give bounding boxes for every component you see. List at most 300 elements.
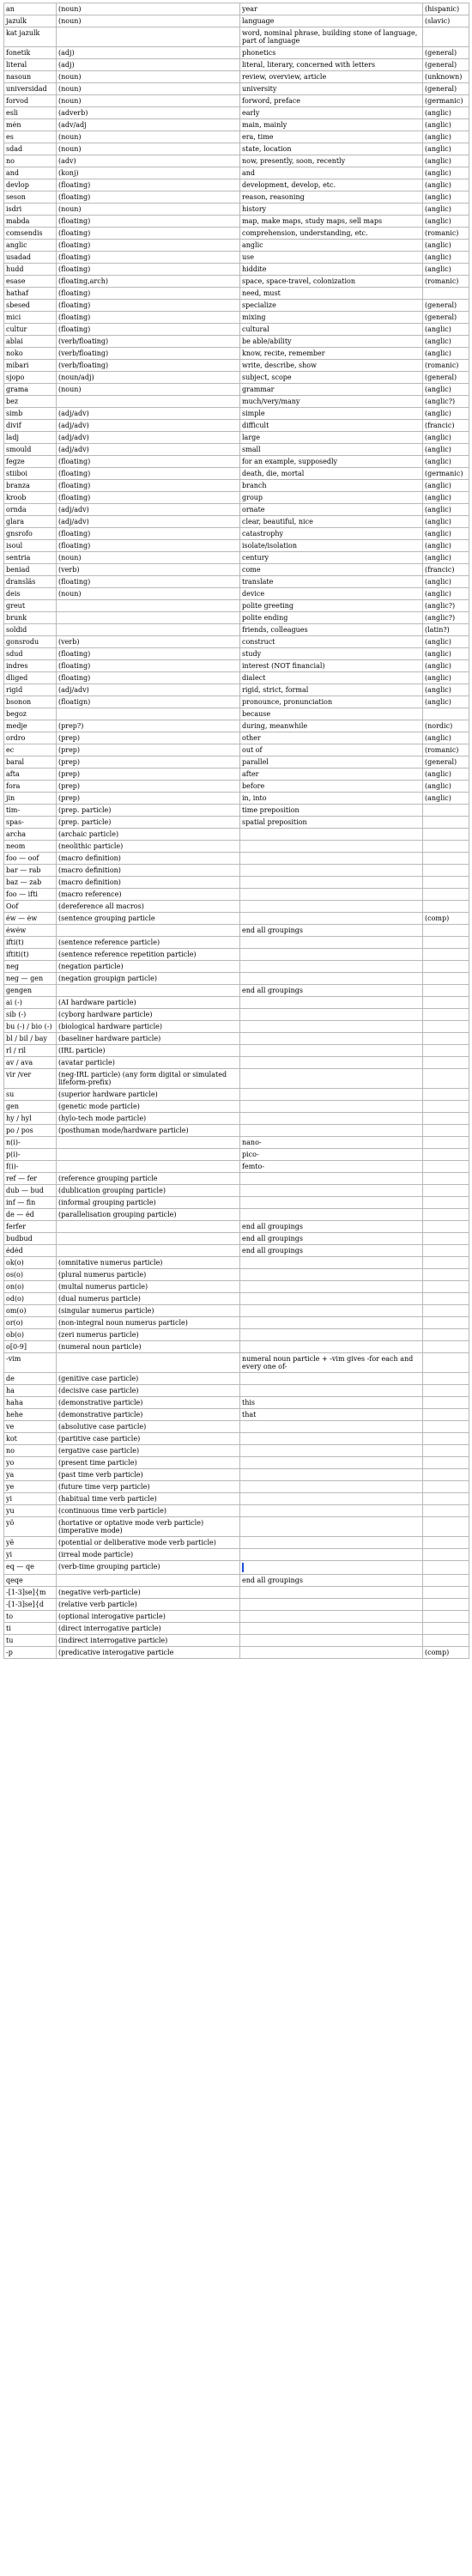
cell-class[interactable] (57, 1149, 240, 1161)
cell-word[interactable]: cultur (4, 324, 57, 336)
cell-word[interactable]: os(o) (4, 1269, 57, 1281)
cell-origin[interactable] (423, 1481, 469, 1493)
cell-class[interactable]: (floating) (57, 240, 240, 252)
cell-word[interactable]: mėn (4, 119, 57, 131)
cell-meaning[interactable]: and (240, 167, 423, 179)
cell-meaning[interactable] (240, 1305, 423, 1317)
cell-meaning[interactable] (240, 961, 423, 973)
cell-word[interactable]: simb (4, 408, 57, 420)
cell-origin[interactable]: (anglic) (423, 672, 469, 684)
cell-word[interactable]: tu (4, 1635, 57, 1647)
cell-origin[interactable] (423, 1317, 469, 1329)
cell-origin[interactable] (423, 877, 469, 889)
cell-meaning[interactable] (240, 1269, 423, 1281)
cell-origin[interactable] (423, 841, 469, 853)
cell-origin[interactable]: (anglic) (423, 781, 469, 793)
cell-word[interactable]: bsonon (4, 696, 57, 708)
cell-origin[interactable] (423, 1611, 469, 1623)
cell-word[interactable]: ob(o) (4, 1329, 57, 1341)
cell-word[interactable]: brunk (4, 612, 57, 624)
cell-origin[interactable]: (nordic) (423, 720, 469, 732)
cell-word[interactable]: isdri (4, 204, 57, 216)
cell-class[interactable]: (archaic particle) (57, 829, 240, 841)
cell-class[interactable]: (negation groupign particle) (57, 973, 240, 985)
cell-class[interactable]: (verb/floating) (57, 336, 240, 348)
cell-meaning[interactable] (240, 1599, 423, 1611)
cell-meaning[interactable] (240, 1257, 423, 1269)
cell-origin[interactable]: (general) (423, 756, 469, 769)
cell-meaning[interactable]: space, space-travel, colonization (240, 276, 423, 288)
cell-meaning[interactable] (240, 829, 423, 841)
cell-word[interactable]: mici (4, 312, 57, 324)
cell-word[interactable]: ordro (4, 732, 57, 744)
cell-word[interactable]: yu (4, 1505, 57, 1517)
cell-word[interactable]: -vim (4, 1353, 57, 1373)
cell-origin[interactable]: (general) (423, 312, 469, 324)
cell-word[interactable]: baz — zab (4, 877, 57, 889)
cell-meaning[interactable] (240, 1089, 423, 1101)
cell-meaning[interactable]: during, meanwhile (240, 720, 423, 732)
cell-meaning[interactable]: end all groupings (240, 1575, 423, 1587)
cell-meaning[interactable] (240, 1293, 423, 1305)
cell-word[interactable]: yë (4, 1537, 57, 1549)
cell-class[interactable]: (optional interogative particle) (57, 1611, 240, 1623)
cell-class[interactable]: (hortative or optative mode verb particle) (imperative mode) (57, 1517, 240, 1537)
cell-class[interactable]: (sentence reference particle) (57, 937, 240, 949)
cell-word[interactable]: usadad (4, 252, 57, 264)
cell-origin[interactable] (423, 1587, 469, 1599)
cell-word[interactable]: universidad (4, 83, 57, 95)
cell-class[interactable]: (superior hardware particle) (57, 1089, 240, 1101)
cell-word[interactable]: baral (4, 756, 57, 769)
cell-class[interactable]: (prep?) (57, 720, 240, 732)
cell-class[interactable]: (AI hardware particle) (57, 997, 240, 1009)
cell-word[interactable]: glara (4, 516, 57, 528)
cell-origin[interactable]: (anglic) (423, 167, 469, 179)
cell-meaning[interactable]: development, develop, etc. (240, 179, 423, 191)
cell-class[interactable]: (genetic mode particle) (57, 1101, 240, 1113)
cell-origin[interactable]: (anglic) (423, 264, 469, 276)
cell-word[interactable]: deis (4, 588, 57, 600)
cell-class[interactable]: (floating) (57, 576, 240, 588)
cell-meaning[interactable]: that (240, 1409, 423, 1421)
cell-origin[interactable]: (latin?) (423, 624, 469, 636)
cell-class[interactable]: (habitual time verb particle) (57, 1493, 240, 1505)
cell-meaning[interactable] (240, 1329, 423, 1341)
cell-meaning[interactable]: branch (240, 480, 423, 492)
cell-meaning[interactable]: spatial preposition (240, 817, 423, 829)
cell-word[interactable]: ferfer (4, 1221, 57, 1233)
cell-meaning[interactable] (240, 1611, 423, 1623)
cell-word[interactable]: iftiti(t) (4, 949, 57, 961)
cell-origin[interactable]: (anglic) (423, 348, 469, 360)
cell-meaning[interactable] (240, 1101, 423, 1113)
cell-class[interactable]: (macro reference) (57, 889, 240, 901)
cell-word[interactable]: hathaf (4, 288, 57, 300)
cell-class[interactable]: (floatign) (57, 696, 240, 708)
cell-word[interactable]: ya (4, 1469, 57, 1481)
cell-origin[interactable] (423, 961, 469, 973)
cell-word[interactable]: gonsrodu (4, 636, 57, 648)
cell-class[interactable]: (genitive case particle) (57, 1373, 240, 1385)
cell-origin[interactable] (423, 1089, 469, 1101)
cell-class[interactable]: (neg-IRL particle) (any form digital or simulated lifeform-prefix) (57, 1069, 240, 1089)
cell-word[interactable]: esase (4, 276, 57, 288)
cell-class[interactable]: (adverb) (57, 107, 240, 119)
cell-word[interactable]: isoul (4, 540, 57, 552)
cell-origin[interactable] (423, 1245, 469, 1257)
cell-origin[interactable]: (anglic) (423, 324, 469, 336)
cell-class[interactable]: (noun) (57, 384, 240, 396)
cell-origin[interactable] (423, 1549, 469, 1561)
cell-word[interactable]: eq — qe (4, 1561, 57, 1575)
cell-class[interactable] (57, 1353, 240, 1373)
cell-meaning[interactable] (240, 1113, 423, 1125)
cell-word[interactable]: ti (4, 1623, 57, 1635)
cell-class[interactable] (57, 1245, 240, 1257)
cell-meaning[interactable] (240, 889, 423, 901)
cell-word[interactable]: begoz (4, 708, 57, 720)
cell-origin[interactable] (423, 973, 469, 985)
cell-origin[interactable]: (francic) (423, 564, 469, 576)
cell-class[interactable]: (noun) (57, 71, 240, 83)
cell-origin[interactable]: (slavic) (423, 15, 469, 27)
cell-class[interactable]: (numeral noun particle) (57, 1341, 240, 1353)
cell-meaning[interactable] (240, 1433, 423, 1445)
cell-word[interactable]: su (4, 1089, 57, 1101)
cell-origin[interactable] (423, 1373, 469, 1385)
cell-meaning[interactable] (240, 1125, 423, 1137)
cell-word[interactable]: soldid (4, 624, 57, 636)
cell-meaning[interactable] (240, 1505, 423, 1517)
cell-class[interactable]: (noun/adj) (57, 372, 240, 384)
cell-meaning[interactable]: nano- (240, 1137, 423, 1149)
cell-class[interactable]: (relative verb particle) (57, 1599, 240, 1611)
cell-class[interactable]: (adj/adv) (57, 516, 240, 528)
cell-origin[interactable] (423, 1069, 469, 1089)
cell-class[interactable]: (verb-time grouping particle) (57, 1561, 240, 1575)
cell-word[interactable]: no (4, 1445, 57, 1457)
cell-word[interactable]: sentria (4, 552, 57, 564)
cell-word[interactable]: fegze (4, 456, 57, 468)
cell-word[interactable]: gen (4, 1101, 57, 1113)
cell-class[interactable]: (adj) (57, 59, 240, 71)
cell-class[interactable]: (adj) (57, 47, 240, 59)
cell-origin[interactable]: (anglic) (423, 336, 469, 348)
cell-class[interactable]: (macro definition) (57, 865, 240, 877)
cell-word[interactable]: ablai (4, 336, 57, 348)
cell-meaning[interactable]: forword, preface (240, 95, 423, 107)
cell-meaning[interactable]: pronounce, pronunciation (240, 696, 423, 708)
cell-origin[interactable]: (anglic) (423, 240, 469, 252)
cell-word[interactable]: medje (4, 720, 57, 732)
cell-origin[interactable]: (anglic) (423, 131, 469, 143)
cell-word[interactable]: yo (4, 1457, 57, 1469)
cell-origin[interactable]: (romanic) (423, 228, 469, 240)
cell-origin[interactable]: (romanic) (423, 360, 469, 372)
cell-origin[interactable]: (comp) (423, 1647, 469, 1659)
cell-origin[interactable] (423, 997, 469, 1009)
cell-meaning[interactable]: university (240, 83, 423, 95)
cell-meaning[interactable] (240, 865, 423, 877)
cell-class[interactable]: (prep) (57, 744, 240, 756)
cell-class[interactable]: (prep) (57, 732, 240, 744)
cell-origin[interactable]: (anglic) (423, 660, 469, 672)
cell-word[interactable]: dransläs (4, 576, 57, 588)
cell-word[interactable]: fonetik (4, 47, 57, 59)
cell-meaning[interactable] (240, 1173, 423, 1185)
cell-origin[interactable]: (germanic) (423, 468, 469, 480)
cell-meaning[interactable]: now, presently, soon, recently (240, 155, 423, 167)
cell-meaning[interactable]: parallel (240, 756, 423, 769)
cell-meaning[interactable]: early (240, 107, 423, 119)
cell-word[interactable]: afta (4, 769, 57, 781)
cell-class[interactable]: (irreal mode particle) (57, 1549, 240, 1561)
cell-meaning[interactable] (240, 841, 423, 853)
cell-class[interactable]: (prep. particle) (57, 805, 240, 817)
cell-meaning[interactable]: other (240, 732, 423, 744)
cell-word[interactable]: hudd (4, 264, 57, 276)
cell-class[interactable]: (adj/adv) (57, 504, 240, 516)
cell-word[interactable]: rl / ril (4, 1045, 57, 1057)
cell-class[interactable]: (noun) (57, 3, 240, 15)
cell-origin[interactable] (423, 805, 469, 817)
cell-class[interactable]: (adj/adv) (57, 432, 240, 444)
cell-word[interactable]: devlop (4, 179, 57, 191)
cell-origin[interactable] (423, 1505, 469, 1517)
cell-origin[interactable]: (romanic) (423, 276, 469, 288)
cell-origin[interactable]: (anglic) (423, 576, 469, 588)
cell-class[interactable]: (negative verb-particle) (57, 1587, 240, 1599)
cell-class[interactable]: (demonstrative particle) (57, 1409, 240, 1421)
cell-origin[interactable] (423, 1305, 469, 1317)
cell-origin[interactable]: (comp) (423, 913, 469, 925)
cell-meaning[interactable]: rigid, strict, formal (240, 684, 423, 696)
cell-word[interactable]: kat jazulk (4, 27, 57, 47)
cell-word[interactable]: greut (4, 600, 57, 612)
cell-meaning[interactable]: pico- (240, 1149, 423, 1161)
cell-meaning[interactable] (240, 1517, 423, 1537)
cell-meaning[interactable]: language (240, 15, 423, 27)
cell-origin[interactable] (423, 1409, 469, 1421)
cell-class[interactable]: (adv/adj (57, 119, 240, 131)
cell-meaning[interactable] (240, 1281, 423, 1293)
cell-word[interactable]: esli (4, 107, 57, 119)
cell-word[interactable]: mabda (4, 216, 57, 228)
cell-origin[interactable] (423, 925, 469, 937)
cell-origin[interactable]: (anglic) (423, 540, 469, 552)
cell-origin[interactable] (423, 937, 469, 949)
cell-meaning[interactable] (240, 1185, 423, 1197)
cell-word[interactable]: jazulk (4, 15, 57, 27)
cell-class[interactable]: (continuous time verb particle) (57, 1505, 240, 1517)
cell-origin[interactable] (423, 1113, 469, 1125)
cell-origin[interactable] (423, 1281, 469, 1293)
cell-class[interactable]: (predicative interogative particle (57, 1647, 240, 1659)
cell-meaning[interactable]: before (240, 781, 423, 793)
cell-word[interactable]: ref — fer (4, 1173, 57, 1185)
cell-word[interactable]: bar — rab (4, 865, 57, 877)
cell-origin[interactable] (423, 1635, 469, 1647)
cell-meaning[interactable]: in, into (240, 793, 423, 805)
cell-meaning[interactable]: literal, literary, concerned with letters (240, 59, 423, 71)
cell-meaning[interactable] (240, 1209, 423, 1221)
cell-word[interactable]: ėwėw (4, 925, 57, 937)
cell-word[interactable]: yi (4, 1549, 57, 1561)
cell-origin[interactable] (423, 1623, 469, 1635)
cell-origin[interactable]: (anglic) (423, 552, 469, 564)
cell-origin[interactable]: (general) (423, 59, 469, 71)
cell-class[interactable]: (noun) (57, 204, 240, 216)
cell-word[interactable]: hehe (4, 1409, 57, 1421)
cell-word[interactable]: sbesed (4, 300, 57, 312)
cell-meaning[interactable]: hiddite (240, 264, 423, 276)
cell-class[interactable]: (prep) (57, 756, 240, 769)
cell-meaning[interactable]: out of (240, 744, 423, 756)
cell-class[interactable]: (floating) (57, 216, 240, 228)
cell-origin[interactable]: (anglic) (423, 769, 469, 781)
cell-origin[interactable] (423, 1537, 469, 1549)
cell-meaning[interactable] (240, 1493, 423, 1505)
cell-class[interactable]: (floating) (57, 660, 240, 672)
cell-word[interactable]: jin (4, 793, 57, 805)
cell-class[interactable]: (prep) (57, 793, 240, 805)
cell-origin[interactable] (423, 1575, 469, 1587)
cell-origin[interactable]: (anglic) (423, 191, 469, 204)
cell-word[interactable]: kroob (4, 492, 57, 504)
cell-origin[interactable]: (anglic) (423, 480, 469, 492)
cell-meaning[interactable]: interest (NOT financial) (240, 660, 423, 672)
cell-meaning[interactable]: group (240, 492, 423, 504)
cell-class[interactable] (57, 708, 240, 720)
cell-class[interactable]: (floating) (57, 264, 240, 276)
cell-meaning[interactable]: use (240, 252, 423, 264)
cell-origin[interactable] (423, 1433, 469, 1445)
cell-class[interactable] (57, 1137, 240, 1149)
cell-meaning[interactable] (240, 1469, 423, 1481)
cell-meaning[interactable]: be able/ability (240, 336, 423, 348)
cell-meaning[interactable]: century (240, 552, 423, 564)
cell-word[interactable]: comsendis (4, 228, 57, 240)
cell-class[interactable] (57, 1161, 240, 1173)
cell-meaning[interactable]: catastrophy (240, 528, 423, 540)
cell-word[interactable]: -[1-3]se]{d (4, 1599, 57, 1611)
cell-word[interactable]: foo — oof (4, 853, 57, 865)
cell-word[interactable]: ha (4, 1385, 57, 1397)
cell-class[interactable]: (macro definition) (57, 877, 240, 889)
cell-meaning[interactable]: difficult (240, 420, 423, 432)
cell-class[interactable]: (floating) (57, 228, 240, 240)
cell-word[interactable]: or(o) (4, 1317, 57, 1329)
cell-origin[interactable] (423, 1293, 469, 1305)
cell-class[interactable]: (floating) (57, 492, 240, 504)
cell-meaning[interactable]: study (240, 648, 423, 660)
cell-word[interactable]: haha (4, 1397, 57, 1409)
cell-word[interactable]: divif (4, 420, 57, 432)
cell-origin[interactable] (423, 949, 469, 961)
cell-class[interactable]: (floating) (57, 456, 240, 468)
cell-word[interactable]: es (4, 131, 57, 143)
cell-class[interactable]: (adj/adv) (57, 408, 240, 420)
cell-origin[interactable] (423, 1397, 469, 1409)
cell-meaning[interactable]: translate (240, 576, 423, 588)
cell-meaning[interactable]: know, recite, remember (240, 348, 423, 360)
cell-meaning[interactable] (240, 1385, 423, 1397)
cell-word[interactable]: grama (4, 384, 57, 396)
cell-origin[interactable] (423, 1021, 469, 1033)
cell-class[interactable] (57, 624, 240, 636)
cell-origin[interactable] (423, 1101, 469, 1113)
cell-class[interactable]: (floating) (57, 540, 240, 552)
cell-word[interactable]: neom (4, 841, 57, 853)
cell-class[interactable]: (floating) (57, 288, 240, 300)
cell-meaning[interactable] (240, 901, 423, 913)
cell-origin[interactable] (423, 1341, 469, 1353)
cell-class[interactable]: (sentence grouping particle (57, 913, 240, 925)
cell-word[interactable]: av / ava (4, 1057, 57, 1069)
cell-class[interactable] (57, 1575, 240, 1587)
cell-meaning[interactable]: dialect (240, 672, 423, 684)
cell-origin[interactable]: (anglic) (423, 684, 469, 696)
cell-class[interactable]: (floating) (57, 252, 240, 264)
cell-class[interactable]: (potential or deliberative mode verb particle) (57, 1537, 240, 1549)
cell-origin[interactable]: (anglic) (423, 143, 469, 155)
cell-meaning[interactable]: grammar (240, 384, 423, 396)
cell-meaning[interactable]: word, nominal phrase, building stone of language, part of language (240, 27, 423, 47)
cell-meaning[interactable]: review, overview, article (240, 71, 423, 83)
cell-word[interactable]: sdud (4, 648, 57, 660)
cell-meaning[interactable]: death, die, mortal (240, 468, 423, 480)
cell-class[interactable]: (noun) (57, 588, 240, 600)
cell-meaning[interactable]: clear, beautiful, nice (240, 516, 423, 528)
cell-meaning[interactable]: come (240, 564, 423, 576)
cell-meaning[interactable]: mixing (240, 312, 423, 324)
cell-class[interactable] (57, 1233, 240, 1245)
cell-meaning[interactable]: time preposition (240, 805, 423, 817)
cell-class[interactable]: (non-integral noun numerus particle) (57, 1317, 240, 1329)
cell-word[interactable]: mibari (4, 360, 57, 372)
cell-word[interactable]: po / pos (4, 1125, 57, 1137)
cell-meaning[interactable]: specialize (240, 300, 423, 312)
cell-class[interactable] (57, 1221, 240, 1233)
cell-origin[interactable] (423, 1045, 469, 1057)
cell-origin[interactable]: (general) (423, 300, 469, 312)
cell-meaning[interactable]: polite ending (240, 612, 423, 624)
cell-word[interactable]: fora (4, 781, 57, 793)
cell-word[interactable]: archa (4, 829, 57, 841)
cell-origin[interactable]: (anglic?) (423, 600, 469, 612)
cell-origin[interactable] (423, 1517, 469, 1537)
cell-class[interactable]: (sentence reference repetition particle) (57, 949, 240, 961)
cell-origin[interactable] (423, 708, 469, 720)
cell-meaning[interactable] (240, 1033, 423, 1045)
cell-class[interactable]: (noun) (57, 131, 240, 143)
cell-word[interactable]: neg — gen (4, 973, 57, 985)
cell-class[interactable]: (adj/adv) (57, 684, 240, 696)
cell-word[interactable]: yi (4, 1493, 57, 1505)
cell-word[interactable]: forvod (4, 95, 57, 107)
cell-origin[interactable]: (anglic) (423, 456, 469, 468)
cell-meaning[interactable] (240, 997, 423, 1009)
cell-class[interactable]: (demonstrative particle) (57, 1397, 240, 1409)
cell-class[interactable]: (floating) (57, 648, 240, 660)
cell-meaning[interactable] (240, 973, 423, 985)
cell-word[interactable]: od(o) (4, 1293, 57, 1305)
cell-class[interactable]: (biological hardware particle) (57, 1021, 240, 1033)
cell-origin[interactable] (423, 1421, 469, 1433)
cell-origin[interactable]: (anglic?) (423, 612, 469, 624)
cell-origin[interactable]: (anglic) (423, 444, 469, 456)
